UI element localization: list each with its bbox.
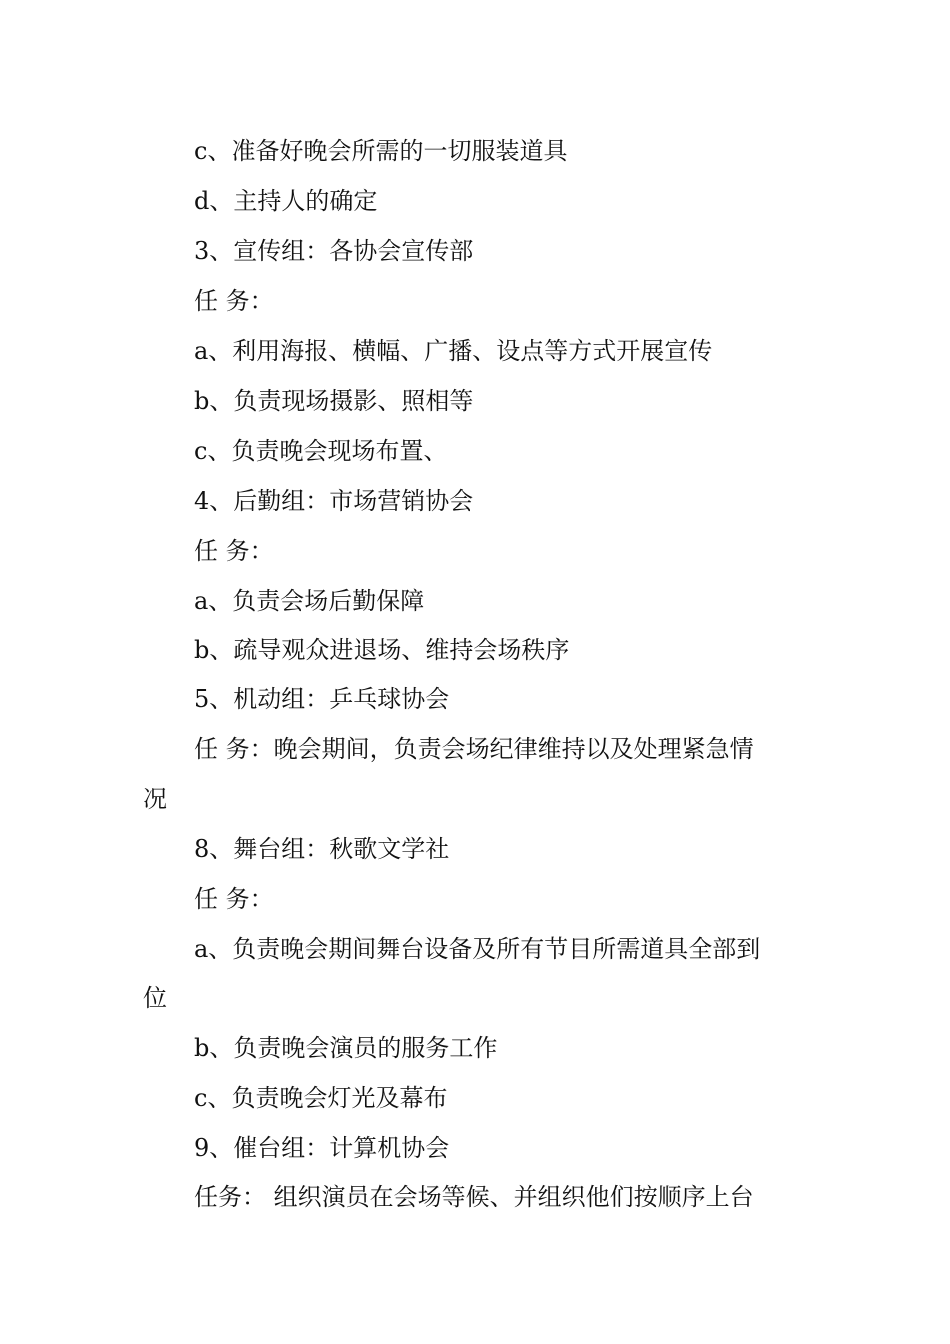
section-heading: 9、催台组：计算机协会 <box>194 1134 450 1162</box>
text-line: b、负责晚会演员的服务工作 <box>194 1034 498 1062</box>
section-heading: 5、机动组：乒乓球协会 <box>194 685 450 713</box>
text-line: a、负责晚会期间舞台设备及所有节目所需道具全部到 <box>194 935 761 963</box>
text-line: a、负责会场后勤保障 <box>194 587 425 615</box>
text-line: a、利用海报、横幅、广播、设点等方式开展宣传 <box>194 337 713 365</box>
task-label: 任 务： <box>194 885 274 913</box>
section-heading: 4、后勤组：市场营销协会 <box>194 487 474 515</box>
text-line: c、负责晚会灯光及幕布 <box>194 1084 448 1112</box>
task-label: 任 务：晚会期间，负责会场纪律维持以及处理紧急情 <box>194 735 754 763</box>
text-line-continuation: 位 <box>143 984 167 1012</box>
task-label: 任 务： <box>194 287 274 315</box>
text-line-continuation: 况 <box>143 785 167 813</box>
text-line: c、负责晚会现场布置、 <box>194 437 448 465</box>
text-line: b、负责现场摄影、照相等 <box>194 387 474 415</box>
task-label: 任务： 组织演员在会场等候、并组织他们按顺序上台 <box>194 1183 754 1211</box>
section-heading: 3、宣传组：各协会宣传部 <box>194 237 474 265</box>
text-line: b、疏导观众进退场、维持会场秩序 <box>194 636 570 664</box>
text-line: c、准备好晚会所需的一切服装道具 <box>194 137 568 165</box>
text-line: d、主持人的确定 <box>194 187 378 215</box>
task-label: 任 务： <box>194 537 274 565</box>
section-heading: 8、舞台组：秋歌文学社 <box>194 835 450 863</box>
